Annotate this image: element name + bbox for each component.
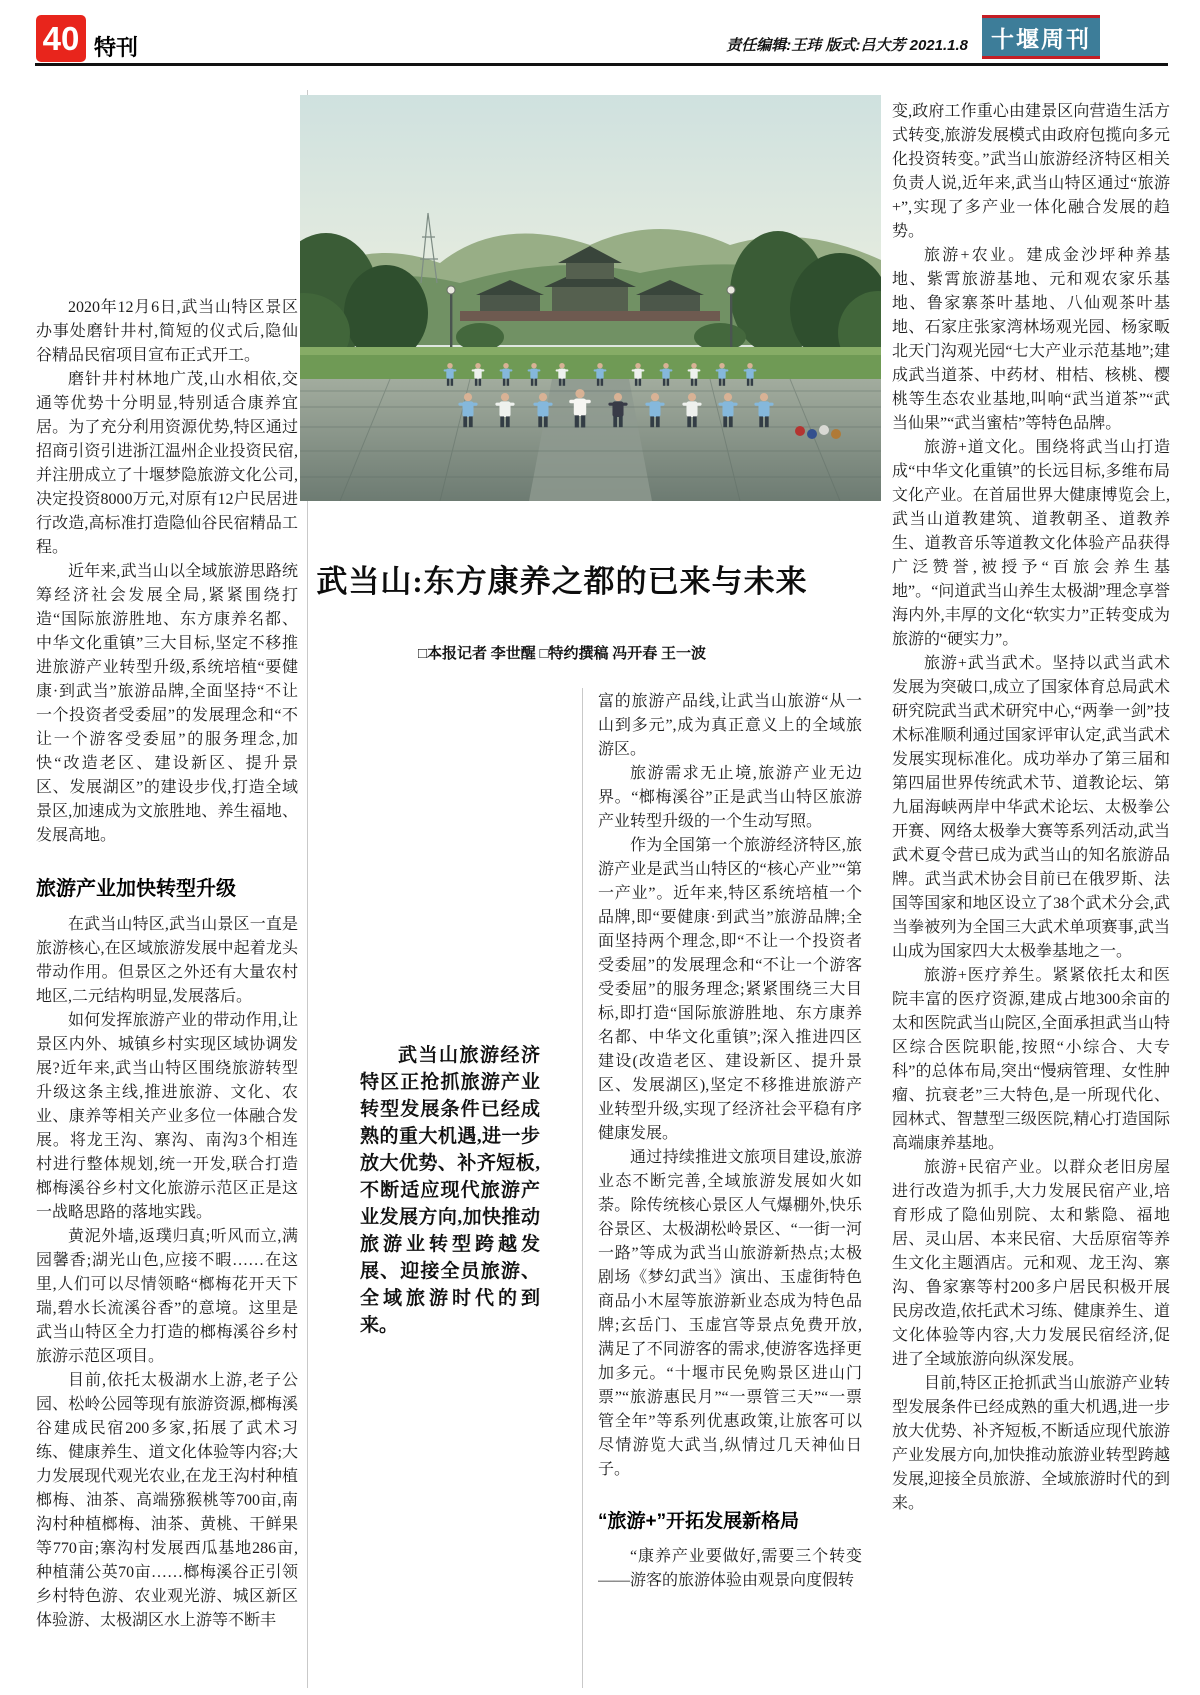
column-divider: [582, 688, 583, 1688]
paragraph: 旅游+民宿产业。以群众老旧房屋进行改造为抓手,大力发展民宿产业,培育形成了隐仙别院、太和紫隐、福地居、灵山居、本来民宿、大岳原宿等养生文化主题酒店。元和观、龙王沟、寨沟、鲁家寨等村200多户居民积极开展民房改造,依托武术习练、健康养生、道文化体验等内容,大力发展民宿经济,促进了全域旅游向纵深发展。: [892, 1159, 1170, 1368]
paragraph: 磨针井村林地广茂,山水相依,交通等优势十分明显,特别适合康养宜居。为了充分利用资源优势,特区通过招商引资引进浙江温州企业投资民宿,并注册成立了十堰梦隐旅游文化公司,决定投资8000万元,对原有12户民居进行改造,高标准打造隐仙谷民宿精品工程。: [36, 371, 298, 556]
section-label: 特刊: [94, 35, 139, 60]
paragraph: 2020年12月6日,武当山特区景区办事处磨针井村,简短的仪式后,隐仙谷精品民宿项目宣布正式开工。: [36, 299, 298, 364]
subheading: “旅游+”开拓发展新格局: [598, 1511, 800, 1532]
paragraph: “康养产业要做好,需要三个转变——游客的旅游体验由观景向度假转: [598, 1548, 862, 1589]
middle-column: [598, 690, 862, 1690]
left-column: [36, 296, 298, 1668]
masthead: [982, 15, 1100, 59]
paragraph: 在武当山特区,武当山景区一直是旅游核心,在区域旅游发展中起着龙头带动作用。但景区之外还有大量农村地区,二元结构明显,发展落后。: [36, 916, 298, 1005]
paragraph: 近年来,武当山以全域旅游思路统筹经济社会发展全局,紧紧围绕打造“国际旅游胜地、东方康养名都、中华文化重镇”三大目标,坚定不移推进旅游产业转型升级,系统培植“要健康·到武当”旅游品牌,全面坚持“不让一个投资者受委屈”的发展理念和“不让一个游客受委屈”的服务理念,加快“改造老区、建设新区、提升景区、发展湖区”的建设步伐,打造全域景区,加速成为文旅胜地、养生福地、发展高地。: [36, 563, 298, 844]
editor-credit-line: 责任编辑:王玮 版式:吕大芳 2021.1.8: [726, 37, 968, 54]
article-byline: □本报记者 李世醒 □特约撰稿 冯开春 王一波: [417, 646, 707, 662]
paragraph: 作为全国第一个旅游经济特区,旅游产业是武当山特区的“核心产业”“第一产业”。近年来,特区系统培植一个品牌,即“要健康·到武当”旅游品牌;全面坚持两个理念,即“不让一个投资者受委屈”的发展理念和“不让一个游客受委屈”的服务理念;紧紧围绕三大目标,即打造“国际旅游胜地、东方康养名都、中华文化重镇”;深入推进四区建设(改造老区、建设新区、提升景区、发展湖区),坚定不移推进旅游产业转型升级,实现了经济社会平稳有序健康发展。: [598, 837, 862, 1142]
paragraph: 目前,依托太极湖水上游,老子公园、松岭公园等现有旅游资源,榔梅溪谷建成民宿200多家,拓展了武术习练、健康养生、道文化体验等内容;大力发展现代观光农业,在龙王沟村种植榔梅、油茶、高端猕猴桃等700亩,南沟村种植榔梅、油茶、黄桃、干鲜果等770亩;寨沟村发展西瓜基地286亩,种植蒲公英70亩……榔梅溪谷正引领乡村特色游、农业观光游、城区新区体验游、太极湖区水上游等不断丰: [36, 1372, 298, 1629]
paragraph: 通过持续推进文旅项目建设,旅游业态不断完善,全域旅游发展如火如荼。除传统核心景区人气爆棚外,快乐谷景区、太极湖松岭景区、“一街一河一路”等成为武当山旅游新热点;太极剧场《梦幻武当》演出、玉虚街特色商品小木屋等旅游新业态成为特色品牌;玄岳门、玉虚宫等景点免费开放,满足了不同游客的需求,使游客选择更加多元。“十堰市民免购景区进山门票”“旅游惠民月”“一票管三天”“一票管全年”等系列优惠政策,让旅客可以尽情游览大武当,纵情过几天神仙日子。: [598, 1149, 862, 1478]
paragraph: 旅游+医疗养生。紧紧依托太和医院丰富的医疗资源,建成占地300余亩的太和医院武当山院区,全面承担武当山特区综合医院职能,按照“小综合、大专科”的总体布局,突出“慢病管理、女性肿瘤、抗衰老”三大特色,是一所现代化、园林式、智慧型三级医院,精心打造国际高端康养基地。: [892, 967, 1170, 1152]
page-number: 40: [42, 19, 80, 57]
paragraph: 旅游+道文化。围绕将武当山打造成“中华文化重镇”的长远目标,多维布局文化产业。在首届世界大健康博览会上,武当山道教建筑、道教朝圣、道教养生、道教音乐等道教文化体验产品获得广泛赞誉,被授予“百旅会养生基地”。“问道武当山养生太极湖”理念享誉海内外,丰厚的文化“软实力”正转变成为旅游的“硬实力”。: [892, 439, 1170, 648]
header-rule: [35, 63, 1168, 66]
subheading: 旅游产业加快转型升级: [36, 878, 236, 900]
lead-photo-graphic: [300, 95, 881, 501]
paragraph: 变,政府工作重心由建景区向营造生活方式转变,旅游发展模式由政府包揽向多元化投资转变。”武当山旅游经济特区相关负责人说,近年来,武当山特区通过“旅游+”,实现了多产业一体化融合发展的趋势。: [892, 103, 1170, 240]
right-column: [892, 100, 1170, 1650]
paragraph: 旅游+农业。建成金沙坪种养基地、紫霄旅游基地、元和观农家乐基地、鲁家寨茶叶基地、八仙观茶叶基地、石家庄张家湾林场观光园、杨家畈北天门沟观光园“七大产业示范基地”;建成武当道茶、中药材、柑桔、核桃、樱桃等生态农业基地,叫响“武当道茶”“武当仙果”“武当蜜桔”等特色品牌。: [892, 247, 1170, 432]
lead-photo: [300, 95, 881, 501]
paragraph: 目前,特区正抢抓武当山旅游产业转型发展条件已经成熟的重大机遇,进一步放大优势、补齐短板,不断适应现代旅游产业发展方向,加快推动旅游业转型跨越发展,迎接全员旅游、全域旅游时代的到来。: [892, 1375, 1170, 1512]
masthead-title: 十堰周刊: [991, 26, 1091, 52]
pull-quote: 武当山旅游经济特区正抢抓旅游产业转型发展条件已经成熟的重大机遇,进一步放大优势、补齐短板,不断适应现代旅游产业发展方向,加快推动旅游业转型跨越发展、迎接全员旅游、全域旅游时代的到来。: [360, 1045, 540, 1336]
article-headline: 武当山:东方康养之都的已来与未来: [316, 564, 808, 599]
page-number-badge: [36, 15, 86, 62]
paragraph: 旅游需求无止境,旅游产业无边界。“榔梅溪谷”正是武当山特区旅游产业转型升级的一个生动写照。: [598, 765, 862, 830]
paragraph: 如何发挥旅游产业的带动作用,让景区内外、城镇乡村实现区域协调发展?近年来,武当山特区围绕旅游转型升级这条主线,推进旅游、文化、农业、康养等相关产业多位一体融合发展。将龙王沟、寨沟、南沟3个相连村进行整体规划,统一开发,联合打造榔梅溪谷乡村文化旅游示范区正是这一战略思路的落地实践。: [36, 1012, 298, 1221]
paragraph: 旅游+武当武术。坚持以武当武术发展为突破口,成立了国家体育总局武术研究院武当武术研究中心,“两拳一剑”技术标准顺利通过国家评审认定,武当武术发展实现标准化。成功举办了第三届和第四届世界传统武术节、道教论坛、第九届海峡两岸中华武术论坛、太极拳公开赛、网络太极拳大赛等系列活动,武当武术夏令营已成为武当山的知名旅游品牌。武当武术协会目前已在俄罗斯、法国等国家和地区设立了38个武术分会,武当拳被列为全国三大武术单项赛事,武当山成为国家四大太极拳基地之一。: [892, 655, 1170, 960]
paragraph: 黄泥外墙,返璞归真;听风而立,满园馨香;湖光山色,应接不暇……在这里,人们可以尽情领略“榔梅花开天下瑞,碧水长流溪谷香”的意境。这里是武当山特区全力打造的榔梅溪谷乡村旅游示范区项目。: [36, 1228, 298, 1365]
paragraph: 富的旅游产品线,让武当山旅游“从一山到多元”,成为真正意义上的全域旅游区。: [598, 693, 862, 758]
